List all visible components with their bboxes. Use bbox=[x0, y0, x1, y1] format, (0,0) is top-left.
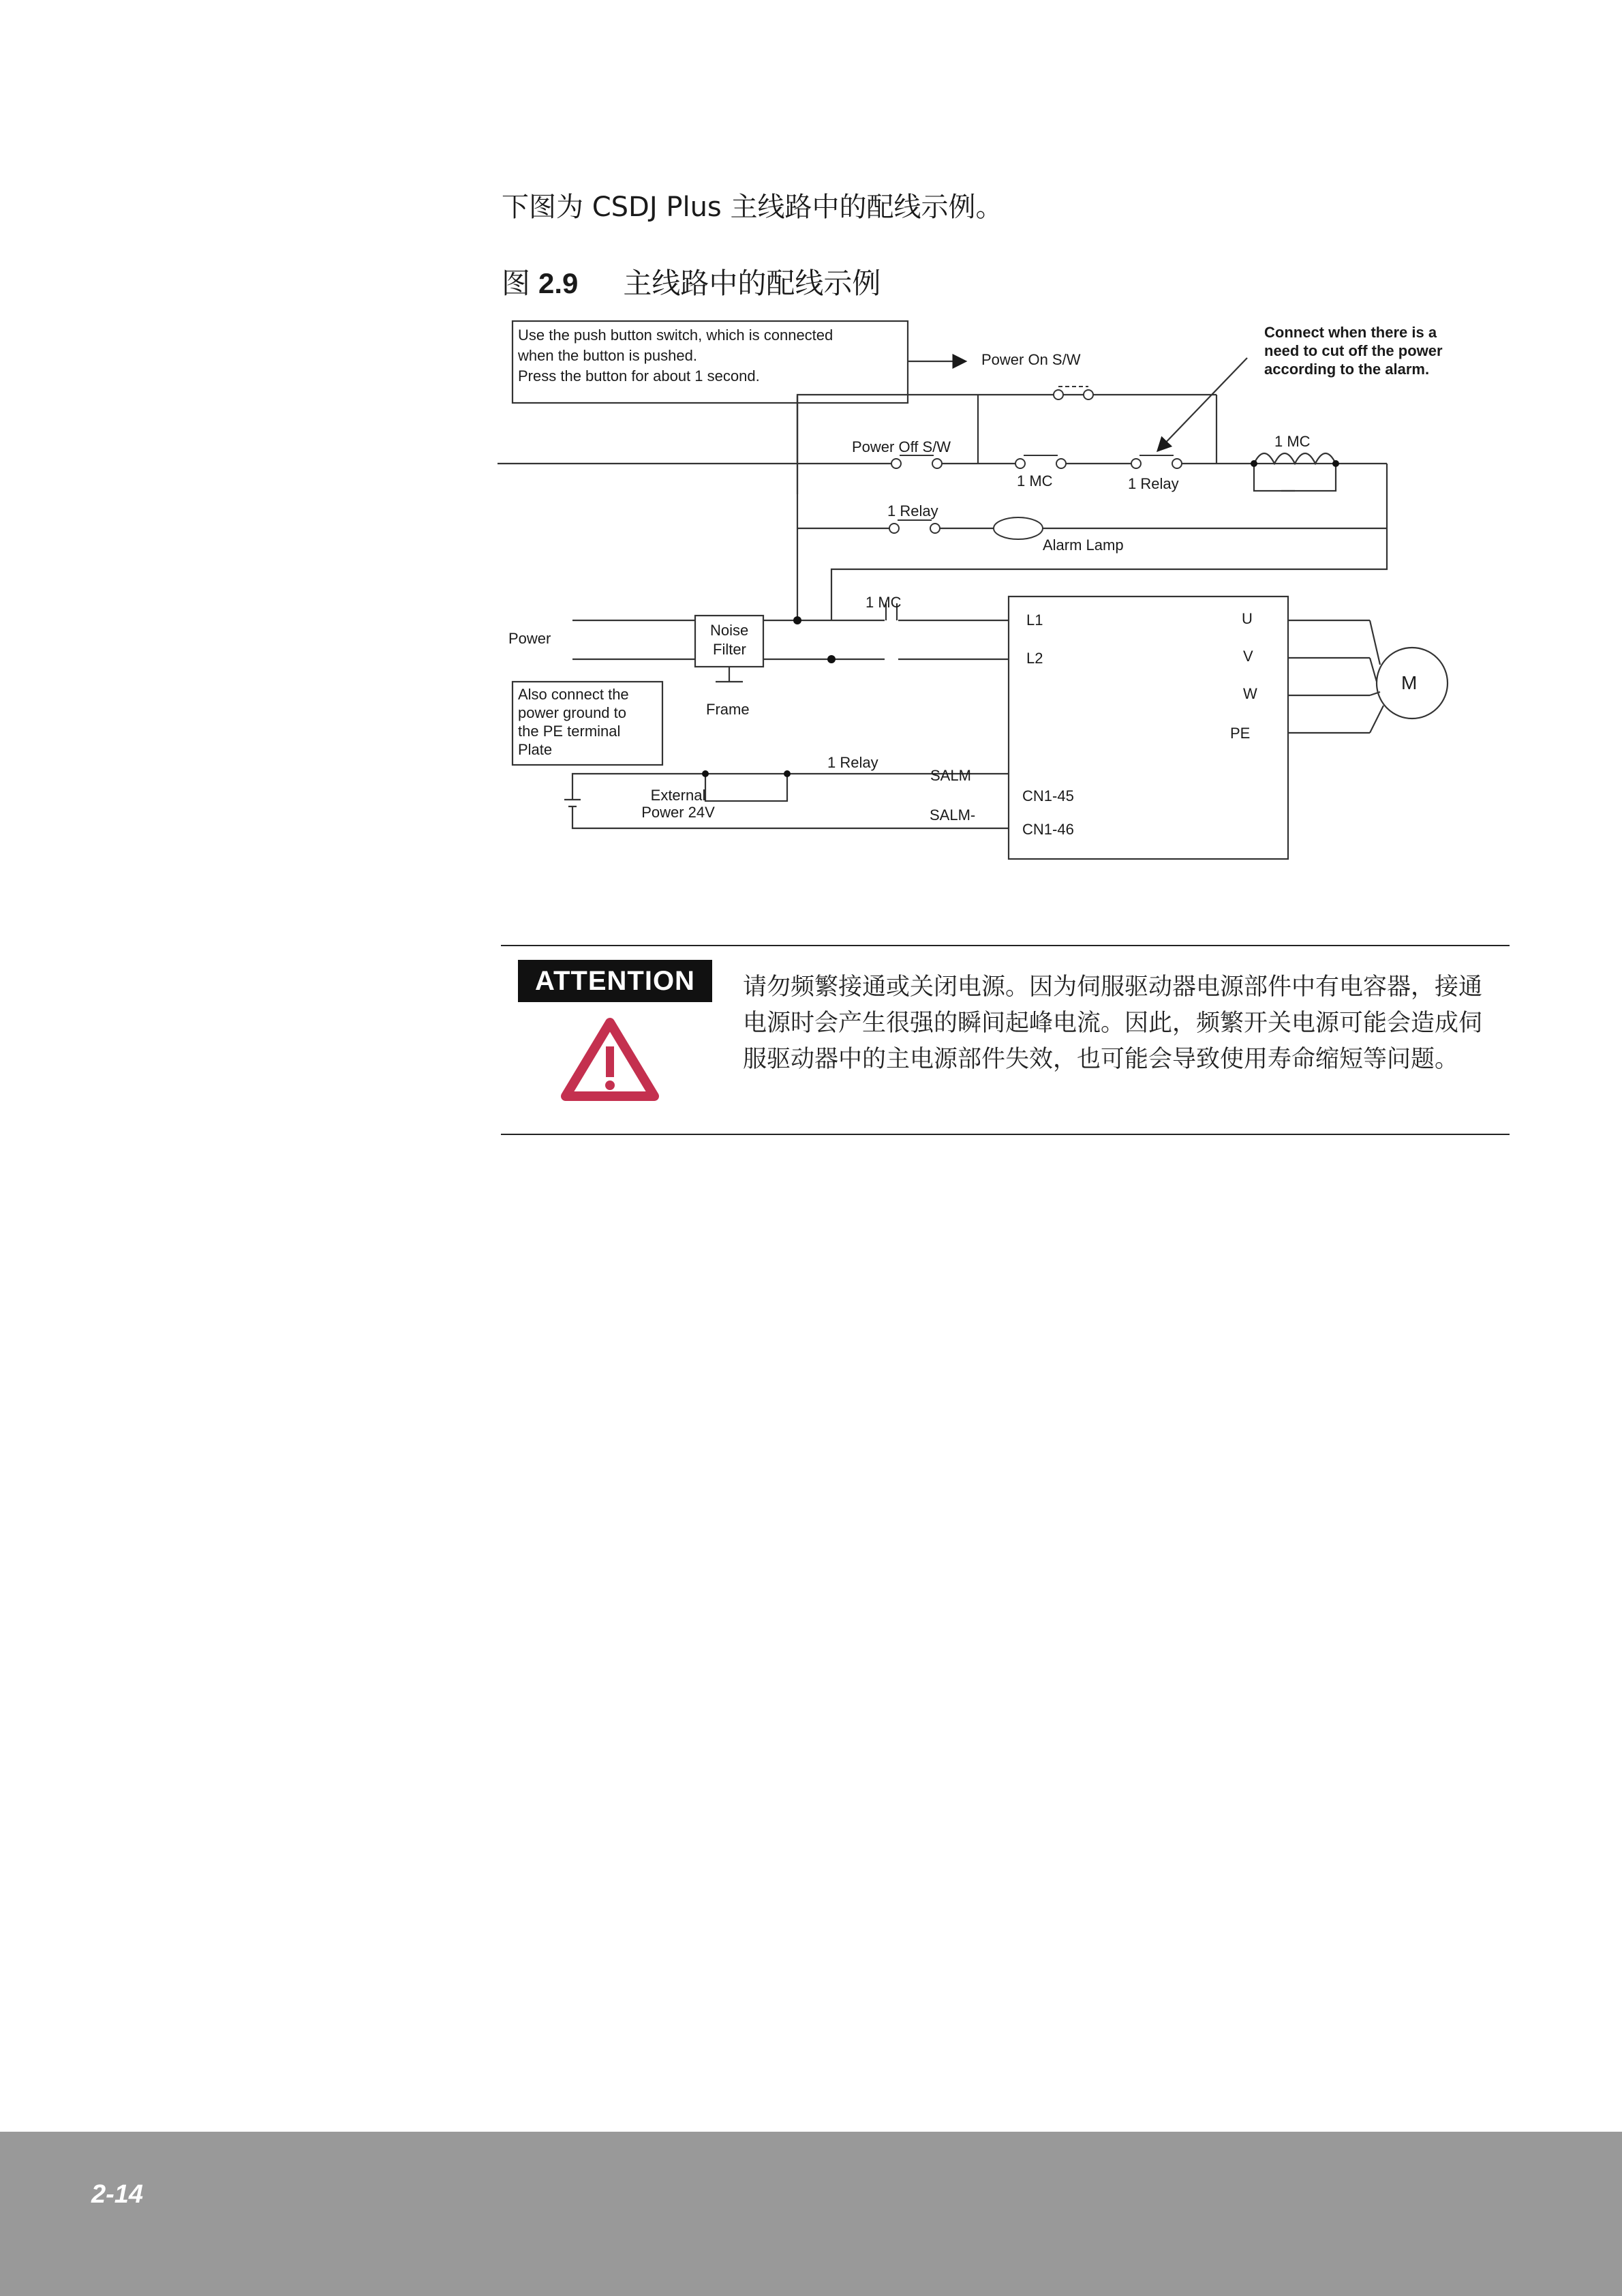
figure-caption-title: 主线路中的配线示例 bbox=[623, 267, 881, 300]
mc-coil-label: 1 MC bbox=[1274, 433, 1311, 450]
mc-contact-label: 1 MC bbox=[1017, 472, 1053, 489]
attention-bottom-rule bbox=[501, 1134, 1510, 1135]
intro-text: 下图为 CSDJ Plus 主线路中的配线示例。 bbox=[502, 192, 1003, 223]
wiring-diagram bbox=[498, 310, 1520, 876]
relay-coil-label: 1 Relay bbox=[827, 754, 878, 771]
power-label: Power bbox=[508, 630, 551, 647]
terminal-w: W bbox=[1243, 685, 1257, 702]
connect-note-line-1: Connect when there is a bbox=[1264, 324, 1437, 341]
connect-note-line-2: need to cut off the power bbox=[1264, 342, 1443, 359]
terminal-l2: L2 bbox=[1026, 650, 1043, 667]
external-power-line-1: External bbox=[650, 787, 706, 804]
figure-caption-prefix: 图 bbox=[502, 267, 531, 300]
ground-note-line-2: power ground to bbox=[518, 704, 626, 721]
page-number: 2-14 bbox=[91, 2180, 144, 2209]
power-off-switch-label: Power Off S/W bbox=[852, 438, 951, 455]
noise-filter-line-2: Filter bbox=[713, 641, 746, 658]
attention-top-rule bbox=[501, 945, 1510, 946]
ground-note-line-4: Plate bbox=[518, 741, 553, 758]
relay-contact-label: 1 Relay bbox=[1128, 475, 1179, 492]
terminal-pe: PE bbox=[1230, 725, 1251, 742]
warning-triangle-icon bbox=[559, 1016, 661, 1104]
salm-minus-label: SALM- bbox=[930, 806, 976, 824]
page-footer bbox=[0, 2132, 1622, 2296]
salm-label: SALM bbox=[930, 767, 971, 784]
note-line-3: Press the button for about 1 second. bbox=[518, 367, 760, 384]
frame-label: Frame bbox=[706, 701, 750, 718]
attention-badge: ATTENTION bbox=[518, 960, 712, 1002]
ground-note-line-3: the PE terminal bbox=[518, 723, 621, 740]
cn1-45-label: CN1-45 bbox=[1022, 787, 1074, 804]
note-line-1: Use the push button switch, which is connected bbox=[518, 327, 833, 344]
figure-caption bbox=[502, 261, 881, 302]
note-line-2: when the button is pushed. bbox=[518, 347, 697, 364]
connect-note-line-3: according to the alarm. bbox=[1264, 361, 1430, 378]
relay-lamp-label: 1 Relay bbox=[887, 502, 938, 519]
mc-coil bbox=[1254, 453, 1336, 491]
figure-caption-number: 2.9 bbox=[538, 267, 579, 299]
terminal-u: U bbox=[1242, 610, 1253, 627]
ground-note-line-1: Also connect the bbox=[518, 686, 629, 703]
terminal-v: V bbox=[1243, 648, 1253, 665]
motor-label: M bbox=[1401, 672, 1418, 693]
external-power-line-2: Power 24V bbox=[641, 804, 715, 821]
alarm-lamp-label: Alarm Lamp bbox=[1043, 537, 1124, 554]
attention-text: 请勿频繁接通或关闭电源。因为伺服驱动器电源部件中有电容器，接通电源时会产生很强的瞬间起峰电流。因此，频繁开关电源可能会造成伺服驱动器中的主电源部件失效，也可能会导致使用寿命缩短等问题。 bbox=[743, 973, 1483, 1073]
mc-main-label: 1 MC bbox=[866, 594, 902, 611]
terminal-l1: L1 bbox=[1026, 611, 1043, 629]
power-on-switch-label: Power On S/W bbox=[981, 351, 1081, 368]
cn1-46-label: CN1-46 bbox=[1022, 821, 1074, 838]
noise-filter-line-1: Noise bbox=[710, 622, 749, 639]
